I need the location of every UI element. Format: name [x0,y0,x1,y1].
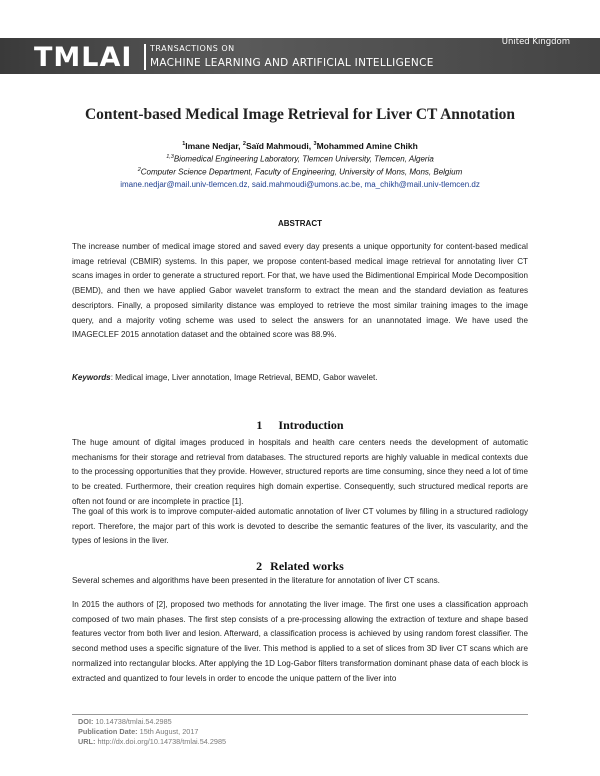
abstract-text: The increase number of medical image stored and saved every day presents a unique opportunity for content-based medical image retrieval (CBMIR) systems. In this paper, we propose content-based medical image retrieval for annotating liver CT scans images in order to generate a structured report. For that, we have used the Bidimentional Empirical Mode Decomposition (BEMD), and then we have applied Gabor wavelet transform to extract the mean and the standard deviation as features descriptors. Finally, a proposed similarity distance was employed to retrieve the most similar training images to the image query, and a majority voting scheme was used to select the answers for an unannotated image. We have used the IMAGECLEF 2015 annotation dataset and the obtained score was 88.9%. [72,242,528,340]
author-emails[interactable]: imane.nedjar@mail.univ-tlemcen.dz, said.mahmoudi@umons.ac.be, ma_chikh@mail.univ-tlemcen.dz [120,180,480,189]
section-number: 1 [256,418,263,432]
related-paragraph-2: In 2015 the authors of [2], proposed two methods for annotating the liver image. The first one uses a classification approach composed of two main phases. The first step consists of a pre-processing allowing the extraction of texture and shape based features vector from both liver and lesion. Afterward, a classification process is achieved by using random forest classifier. The second method uses a specific signature of the liver. This method is applied to a set of slices from 3D liver CT scans which are normalized into rectangular blocks. After applying the 1D Log-Gabor filters transformation dominant phase data of each block is extracted and quantized to four levels in order to encode the unique pattern of the liver into [72,600,528,683]
author-2: Saïd Mahmoudi, [245,141,314,151]
logo-divider [144,44,146,70]
volume: Volume 5 No 4, 2017 [486,87,570,96]
url-label: URL: [78,737,96,746]
journal-logo: TMLAI [34,42,133,73]
footer-doi [78,717,226,727]
pubdate-value: 15th August, 2017 [139,727,199,736]
author-1-sup: 1 [182,141,186,148]
pubdate-label: Publication Date: [78,727,138,736]
society-name [442,23,570,34]
url-value[interactable]: http://dx.doi.org/10.14738/tmlai.54.2985 [97,737,227,746]
issn: ISSN 2054-7390 [493,96,570,107]
paper-title: Content-based Medical Image Retrieval for Liver CT Annotation [84,106,516,123]
keywords-text: : Medical image, Liver annotation, Image Retrieval, BEMD, Gabor wavelet. [110,373,378,382]
intro-paragraph-1: The huge amount of digital images produced in hospitals and health care centers needs the development of automatic mechanisms for their storage and retrieval from databases. The structured reports are highly valuable in medical contexts due to the processing opportunities that they provide. However, structured reports are time consuming, since they need a lot of time to be created. Furthermore, their creation requires high domain expertise. Consequently, such structured medical reports are often not found or are incomplete in practice [1]. [72,438,528,506]
section-heading-related-works [0,559,600,574]
society-country: United Kingdom [501,37,570,47]
footer [78,717,226,747]
author-list [0,141,600,151]
affiliation-2-text: Computer Science Department, Faculty of Engineering, University of Mons, Mons, Belgium [140,167,463,177]
author-1: Imane Nedjar, [185,141,243,151]
footer-url [78,737,226,747]
series-label: TRANSACTIONS ON [150,44,235,53]
author-3-sup: 3 [313,141,317,148]
section-heading-introduction [0,418,600,433]
author-3: Mohammed Amine Chikh [316,141,418,151]
doi-value[interactable]: 10.14738/tmlai.54.2985 [95,717,172,726]
footer-pubdate [78,727,226,737]
author-2-sup: 2 [242,141,246,148]
affiliation-2-sup: 2 [137,167,141,173]
keywords-label: Keywords [72,373,111,382]
affiliation-1-sup: 1,3 [166,154,174,160]
section-number: 2 [256,559,263,573]
section-title: Related works [270,559,344,573]
society-line-1: Society for Science and Education [441,23,570,33]
section-title: Introduction [278,418,344,432]
affiliation-1 [0,154,600,164]
abstract-heading: ABSTRACT [278,219,322,228]
affiliation-2 [0,167,600,177]
series-title: MACHINE LEARNING AND ARTIFICIAL INTELLIGENCE [150,57,434,69]
intro-paragraph-2: The goal of this work is to improve computer-aided automatic annotation of liver CT volumes by filling in a structured radiology report. Therefore, the major part of this work is devoted to describe the semantic features of the liver, its vascularity, and the types of lesions in the liver. [72,507,528,546]
doi-label: DOI: [78,717,94,726]
volume-info [486,87,570,107]
affiliation-1-text: Biomedical Engineering Laboratory, Tlemcen University, Tlemcen, Algeria [173,154,434,164]
footer-divider [72,714,528,715]
keywords [72,371,528,386]
related-paragraph-1: Several schemes and algorithms have been presented in the literature for annotation of liver CT scans. [72,576,440,585]
